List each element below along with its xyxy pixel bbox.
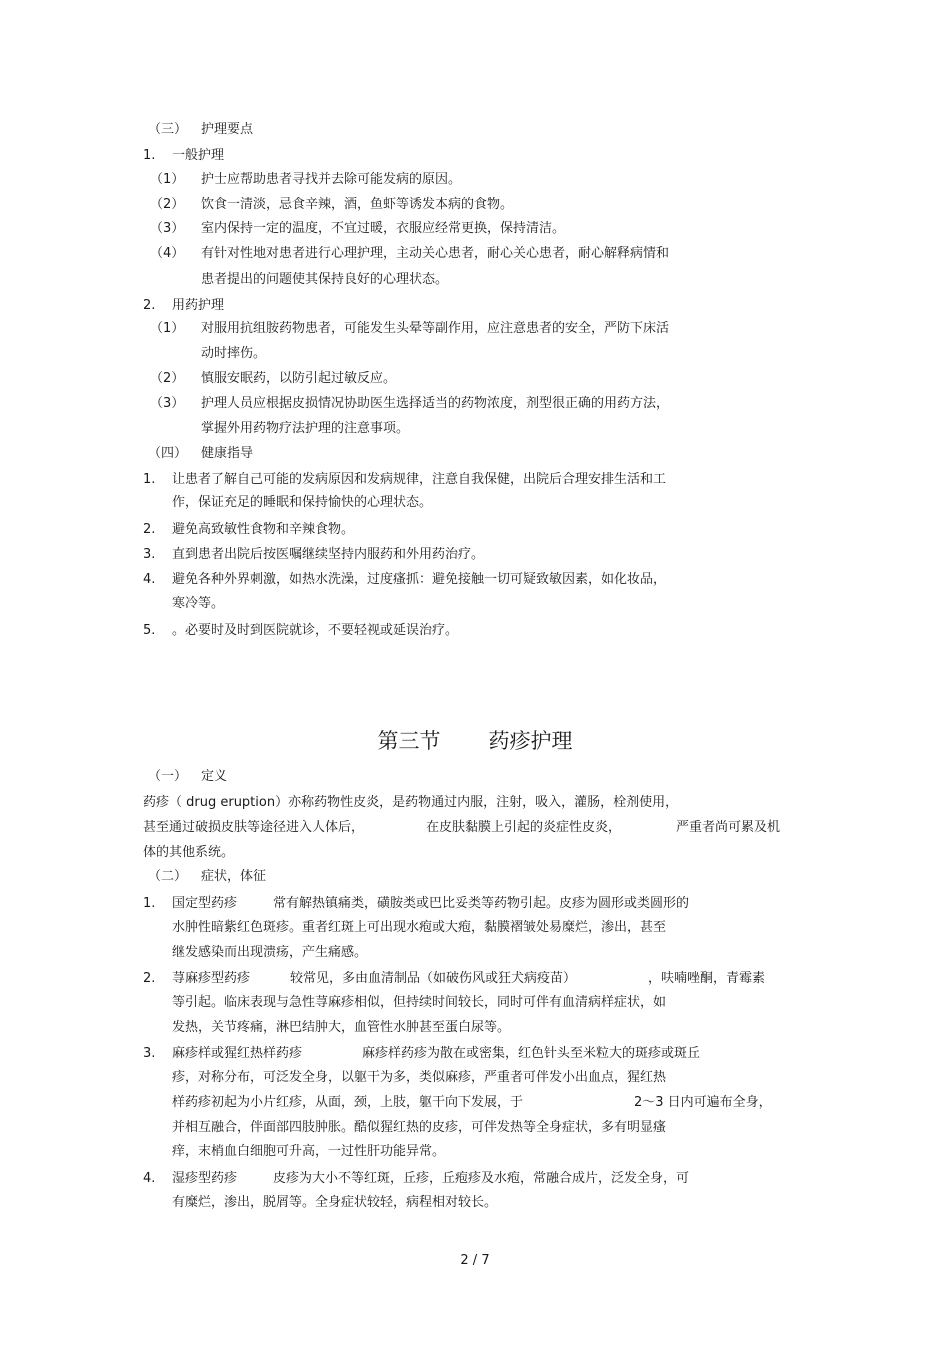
paragraph-line: 药疹（ drug eruption）亦称药物性皮炎，是药物通过内服，注射，吸入，灌肠，栓剂使用，: [143, 795, 679, 810]
section-title-number: 第三节: [377, 729, 441, 753]
section-heading: 护理要点: [201, 122, 254, 137]
list-item: 直到患者出院后按医嘱继续坚持内服药和外用药治疗。: [172, 547, 485, 562]
item-number: 3.: [143, 1046, 156, 1061]
section-number: （一）: [148, 769, 188, 784]
item-number: （2）: [150, 197, 185, 212]
list-item: 室内保持一定的温度，不宜过暖，衣服应经常更换，保持清洁。: [201, 221, 566, 236]
paragraph-line: 甚至通过破损皮肤等途径进入人体后，: [143, 820, 365, 835]
section-title-text: 药疹护理: [488, 729, 573, 753]
list-item: 皮疹为大小不等红斑，丘疹，丘疱疹及水疱，常融合成片，泛发全身，可: [273, 1171, 690, 1186]
list-item: 避免各种外界刺激，如热水洗澡，过度瘙抓：避免接触一切可疑致敏因素，如化妆品，: [172, 572, 667, 587]
list-item-continuation: 患者提出的问题使其保持良好的心理状态。: [201, 272, 449, 287]
list-item-continuation: 继发感染而出现溃疡，产生痛感。: [172, 945, 368, 960]
item-number: （1）: [150, 172, 185, 187]
item-number: 5.: [143, 623, 156, 638]
subsection-heading: 一般护理: [172, 148, 225, 163]
list-item: ，呋喃唑酮，青霉素: [648, 971, 766, 986]
list-item: 常有解热镇痛类，磺胺类或巴比妥类等药物引起。皮疹为圆形或类圆形的: [273, 896, 690, 911]
subsection-number: 2.: [143, 298, 156, 313]
item-number: （3）: [150, 396, 185, 411]
paragraph-line: 体的其他系统。: [143, 845, 235, 860]
list-item: 护士应帮助患者寻找并去除可能发病的原因。: [201, 172, 462, 187]
section-heading: 症状，体征: [201, 869, 267, 884]
item-number: 4.: [143, 1171, 156, 1186]
item-term: 湿疹型药疹: [172, 1171, 238, 1186]
list-item: 较常见，多由血清制品（如破伤风或狂犬病疫苗）: [290, 971, 577, 986]
list-item: 让患者了解自己可能的发病原因和发病规律，注意自我保健，出院后合理安排生活和工: [172, 472, 667, 487]
list-item: 避免高致敏性食物和辛辣食物。: [172, 522, 355, 537]
section-title: [0, 727, 950, 755]
list-item-continuation: 2～3 日内可遍布全身，: [634, 1095, 772, 1110]
list-item-continuation: 动时摔伤。: [201, 346, 267, 361]
item-number: 2.: [143, 971, 156, 986]
item-number: 2.: [143, 522, 156, 537]
section-number: （二）: [148, 869, 188, 884]
subsection-number: 1.: [143, 148, 156, 163]
section-number: （四）: [148, 446, 188, 461]
item-number: 3.: [143, 547, 156, 562]
list-item-continuation: 疹，对称分布，可泛发全身，以躯干为多，类似麻疹，严重者可伴发小出血点，猩红热: [172, 1070, 667, 1085]
list-item-continuation: 并相互融合，伴面部四肢肿胀。酷似猩红热的皮疹，可伴发热等全身症状，多有明显瘙: [172, 1120, 667, 1135]
item-number: （4）: [150, 246, 185, 261]
item-number: 4.: [143, 572, 156, 587]
section-heading: 定义: [201, 769, 228, 784]
paragraph-line: 在皮肤黏膜上引起的炎症性皮炎，: [426, 820, 622, 835]
list-item: 慎服安眠药，以防引起过敏反应。: [201, 371, 397, 386]
list-item: 护理人员应根据皮损情况协助医生选择适当的药物浓度，剂型很正确的用药方法，: [201, 396, 670, 411]
list-item-continuation: 寒冷等。: [172, 596, 225, 611]
item-number: 1.: [143, 896, 156, 911]
list-item: 。必要时及时到医院就诊，不要轻视或延误治疗。: [172, 623, 459, 638]
list-item-continuation: 掌握外用药物疗法护理的注意事项。: [201, 421, 410, 436]
list-item: 饮食一清淡，忌食辛辣，酒，鱼虾等诱发本病的食物。: [201, 197, 514, 212]
subsection-heading: 用药护理: [172, 298, 225, 313]
list-item-continuation: 样药疹初起为小片红疹，从面，颈，上肢，躯干向下发展，于: [172, 1095, 524, 1110]
list-item-continuation: 有糜烂，渗出，脱屑等。全身症状较轻，病程相对较长。: [172, 1195, 498, 1210]
item-term: 国定型药疹: [172, 896, 238, 911]
list-item: 对服用抗组胺药物患者，可能发生头晕等副作用，应注意患者的安全，严防下床活: [201, 321, 670, 336]
list-item-continuation: 作，保证充足的睡眠和保持愉快的心理状态。: [172, 495, 433, 510]
list-item-continuation: 痒，末梢血白细胞可升高，一过性肝功能异常。: [172, 1144, 446, 1159]
item-term: 荨麻疹型药疹: [172, 971, 251, 986]
paragraph-line: 严重者尚可累及机: [676, 820, 781, 835]
section-heading: 健康指导: [201, 446, 254, 461]
item-number: （2）: [150, 371, 185, 386]
list-item: 有针对性地对患者进行心理护理，主动关心患者，耐心关心患者，耐心解释病情和: [201, 246, 670, 261]
item-number: （3）: [150, 221, 185, 236]
list-item: 麻疹样药疹为散在或密集，红色针头至米粒大的斑疹或斑丘: [362, 1046, 701, 1061]
item-number: 1.: [143, 472, 156, 487]
page-number: 2 / 7: [460, 1253, 490, 1268]
section-number: （三）: [148, 122, 188, 137]
item-number: （1）: [150, 321, 185, 336]
item-term: 麻疹样或猩红热样药疹: [172, 1046, 303, 1061]
list-item-continuation: 等引起。临床表现与急性荨麻疹相似，但持续时间较长，同时可伴有血清病样症状，如: [172, 995, 667, 1010]
list-item-continuation: 发热，关节疼痛，淋巴结肿大，血管性水肿甚至蛋白尿等。: [172, 1020, 511, 1035]
list-item-continuation: 水肿性暗紫红色斑疹。重者红斑上可出现水疱或大疱，黏膜褶皱处易糜烂，渗出，甚至: [172, 920, 667, 935]
